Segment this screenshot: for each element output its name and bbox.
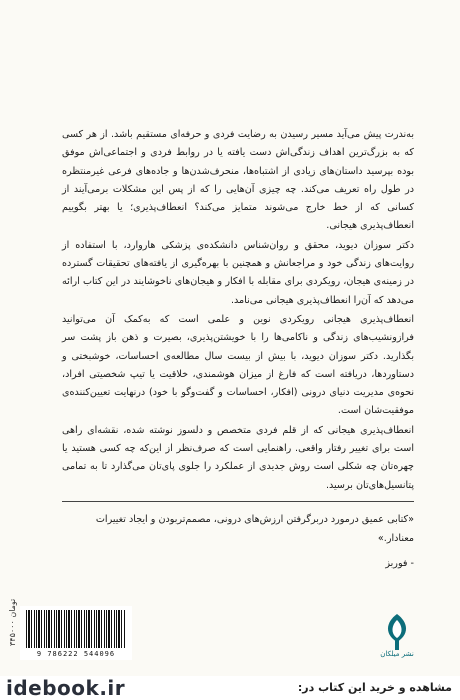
- quote-author: - فوربز: [385, 558, 414, 569]
- blurb-paragraph: انعطاف‌پذیری هیجانی رویکردی نوین و علمی است که به‌کمک آن می‌توانید فرازونشیب‌های زندگی و ناکامی‌ها را با خویشتن‌پذیری، بصیرت و ذهن باز پشت سر بگذارید. دکتر سوزان دیوید، با بیش از بیست سال مطالعه‌ی احساسات، خوشبختی و دستاوردها، دریافته است که فارغ از میزان هوشمندی، خلاقیت یا تیپ شخصیتی افراد، نحوه‌ی مدیریت دنیای درونی (افکار، احساسات و گفت‌وگو با خود) درنهایت تعیین‌کننده‌ی موفقیت‌شان است.: [62, 313, 414, 417]
- isbn-number: 9 786222 544096: [36, 650, 116, 658]
- barcode-icon: [26, 610, 126, 648]
- publisher-logo-icon: [378, 612, 416, 652]
- isbn-barcode: [20, 606, 132, 660]
- watermark-bar[interactable]: [0, 676, 460, 700]
- watermark-text: مشاهده و خرید این کتاب در:: [297, 681, 452, 694]
- blurb-paragraph: دکتر سوزان دیوید، محقق و روان‌شناس دانشکده‌ی پزشکی هاروارد، با استفاده از روایت‌های زندگی خود و مراجعانش و همچنین با بهره‌گیری از یافته‌های تحقیقات گسترده در زمینه‌ی هیجان، رویکردی برای مقابله با افکار و هیجان‌های ناخوشایند در این کتاب ارائه می‌دهد که آن‌را انعطاف‌پذیری هیجانی می‌نامد.: [62, 239, 414, 306]
- watermark-logo-text: idebook.ir: [6, 676, 126, 700]
- blurb-paragraph: به‌ندرت پیش می‌آید مسیر رسیدن به رضایت فردی و حرفه‌ای مستقیم باشد. از هر کسی که به بزرگ‌ترین اهداف زندگی‌اش دست یافته یا در روابط فردی و اجتماعی‌اش موفق بوده بپرسید داستان‌های زیادی از اشتباه‌ها، منحرف‌شدن‌ها و جاده‌های فرعی غیرمنتظره در طول راه تعریف می‌کند. چه چیزی آن‌هایی را که از پس این مشکلات برمی‌آیند از کسانی که از خط خارج می‌شوند متمایز می‌کند؟ انعطاف‌پذیری؛ یا بهتر بگوییم انعطاف‌پذیری هیجانی.: [62, 129, 414, 232]
- quote-text: «کتابی عمیق درمورد دربرگرفتن ارزش‌های درونی، مصمم‌تربودن و ایجاد تغییرات معنادار.»: [95, 514, 414, 544]
- review-quote: [62, 510, 414, 573]
- watermark-logo[interactable]: [6, 676, 125, 700]
- blurb: [62, 126, 414, 495]
- publisher-name: نشر میلکان: [380, 650, 414, 658]
- price-label: ۳۴۵۰۰۰ تومان: [8, 598, 17, 646]
- blurb-paragraph: انعطاف‌پذیری هیجانی که از قلم فردی متخصص و دلسوز نوشته شده، نقشه‌ای راهی است برای تغییر رفتار واقعی. راهنمایی است که صرف‌نظر از این‌که چه کسی هستید یا چهره‌تان چه شکلی است روش جدیدی از عملکرد را جلوی پای‌تان می‌گذارد تا به تمامی پتانسیل‌های‌تان برسید.: [62, 424, 414, 491]
- section-divider: [62, 501, 414, 502]
